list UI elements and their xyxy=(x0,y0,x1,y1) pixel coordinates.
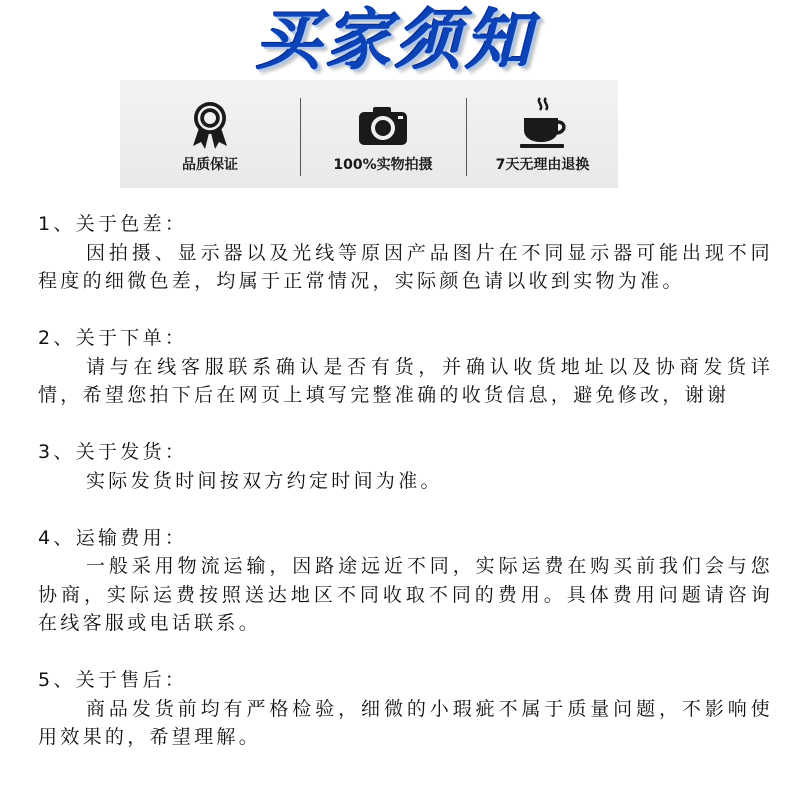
section-title-shipping: 3、关于发货： xyxy=(38,441,188,463)
section-title-freight: 4、运输费用： xyxy=(38,526,188,549)
banner-item-photo xyxy=(301,80,465,188)
section-body-color: 因拍摄、显示器以及光线等原因产品图片在不同显示器可能出现不同程度的细微色差，均属于正常情况，实际颜色请以收到实物为准。 xyxy=(38,241,773,292)
section-title-order: 2、关于下单： xyxy=(38,327,188,349)
banner-item-return xyxy=(467,80,618,188)
section-body-order: 请与在线客服联系确认是否有货，并确认收货地址以及协商发货详情，希望您拍下后在网页上填写完整准确的收货信息，避免修改，谢谢 xyxy=(38,355,773,406)
guarantee-banner xyxy=(120,80,618,188)
award-ribbon-icon xyxy=(190,100,230,154)
page-title: 买家须知 xyxy=(255,2,535,79)
section-body-freight: 一般采用物流运输，因路途远近不同，实际运费在购买前我们会与您协商，实际运费按照送达地区不同收取不同的费用。具体费用问题请咨询在线客服或电话联系。 xyxy=(38,555,773,634)
camera-icon xyxy=(358,106,408,150)
banner-label-quality: 品质保证 xyxy=(182,157,238,173)
section-title-color: 1、关于色差： xyxy=(38,213,188,235)
banner-label-photo: 100%实物拍摄 xyxy=(333,157,433,173)
section-body-shipping: 实际发货时间按双方约定时间为准。 xyxy=(86,469,443,492)
banner-item-quality xyxy=(120,80,300,188)
coffee-cup-icon xyxy=(518,96,568,154)
notice-content xyxy=(38,210,773,752)
section-body-aftersales: 商品发货前均有严格检验，细微的小瑕疵不属于质量问题，不影响使用效果的，希望理解。 xyxy=(38,697,773,748)
banner-label-return: 7天无理由退换 xyxy=(495,157,590,173)
section-title-aftersales: 5、关于售后： xyxy=(38,669,188,691)
